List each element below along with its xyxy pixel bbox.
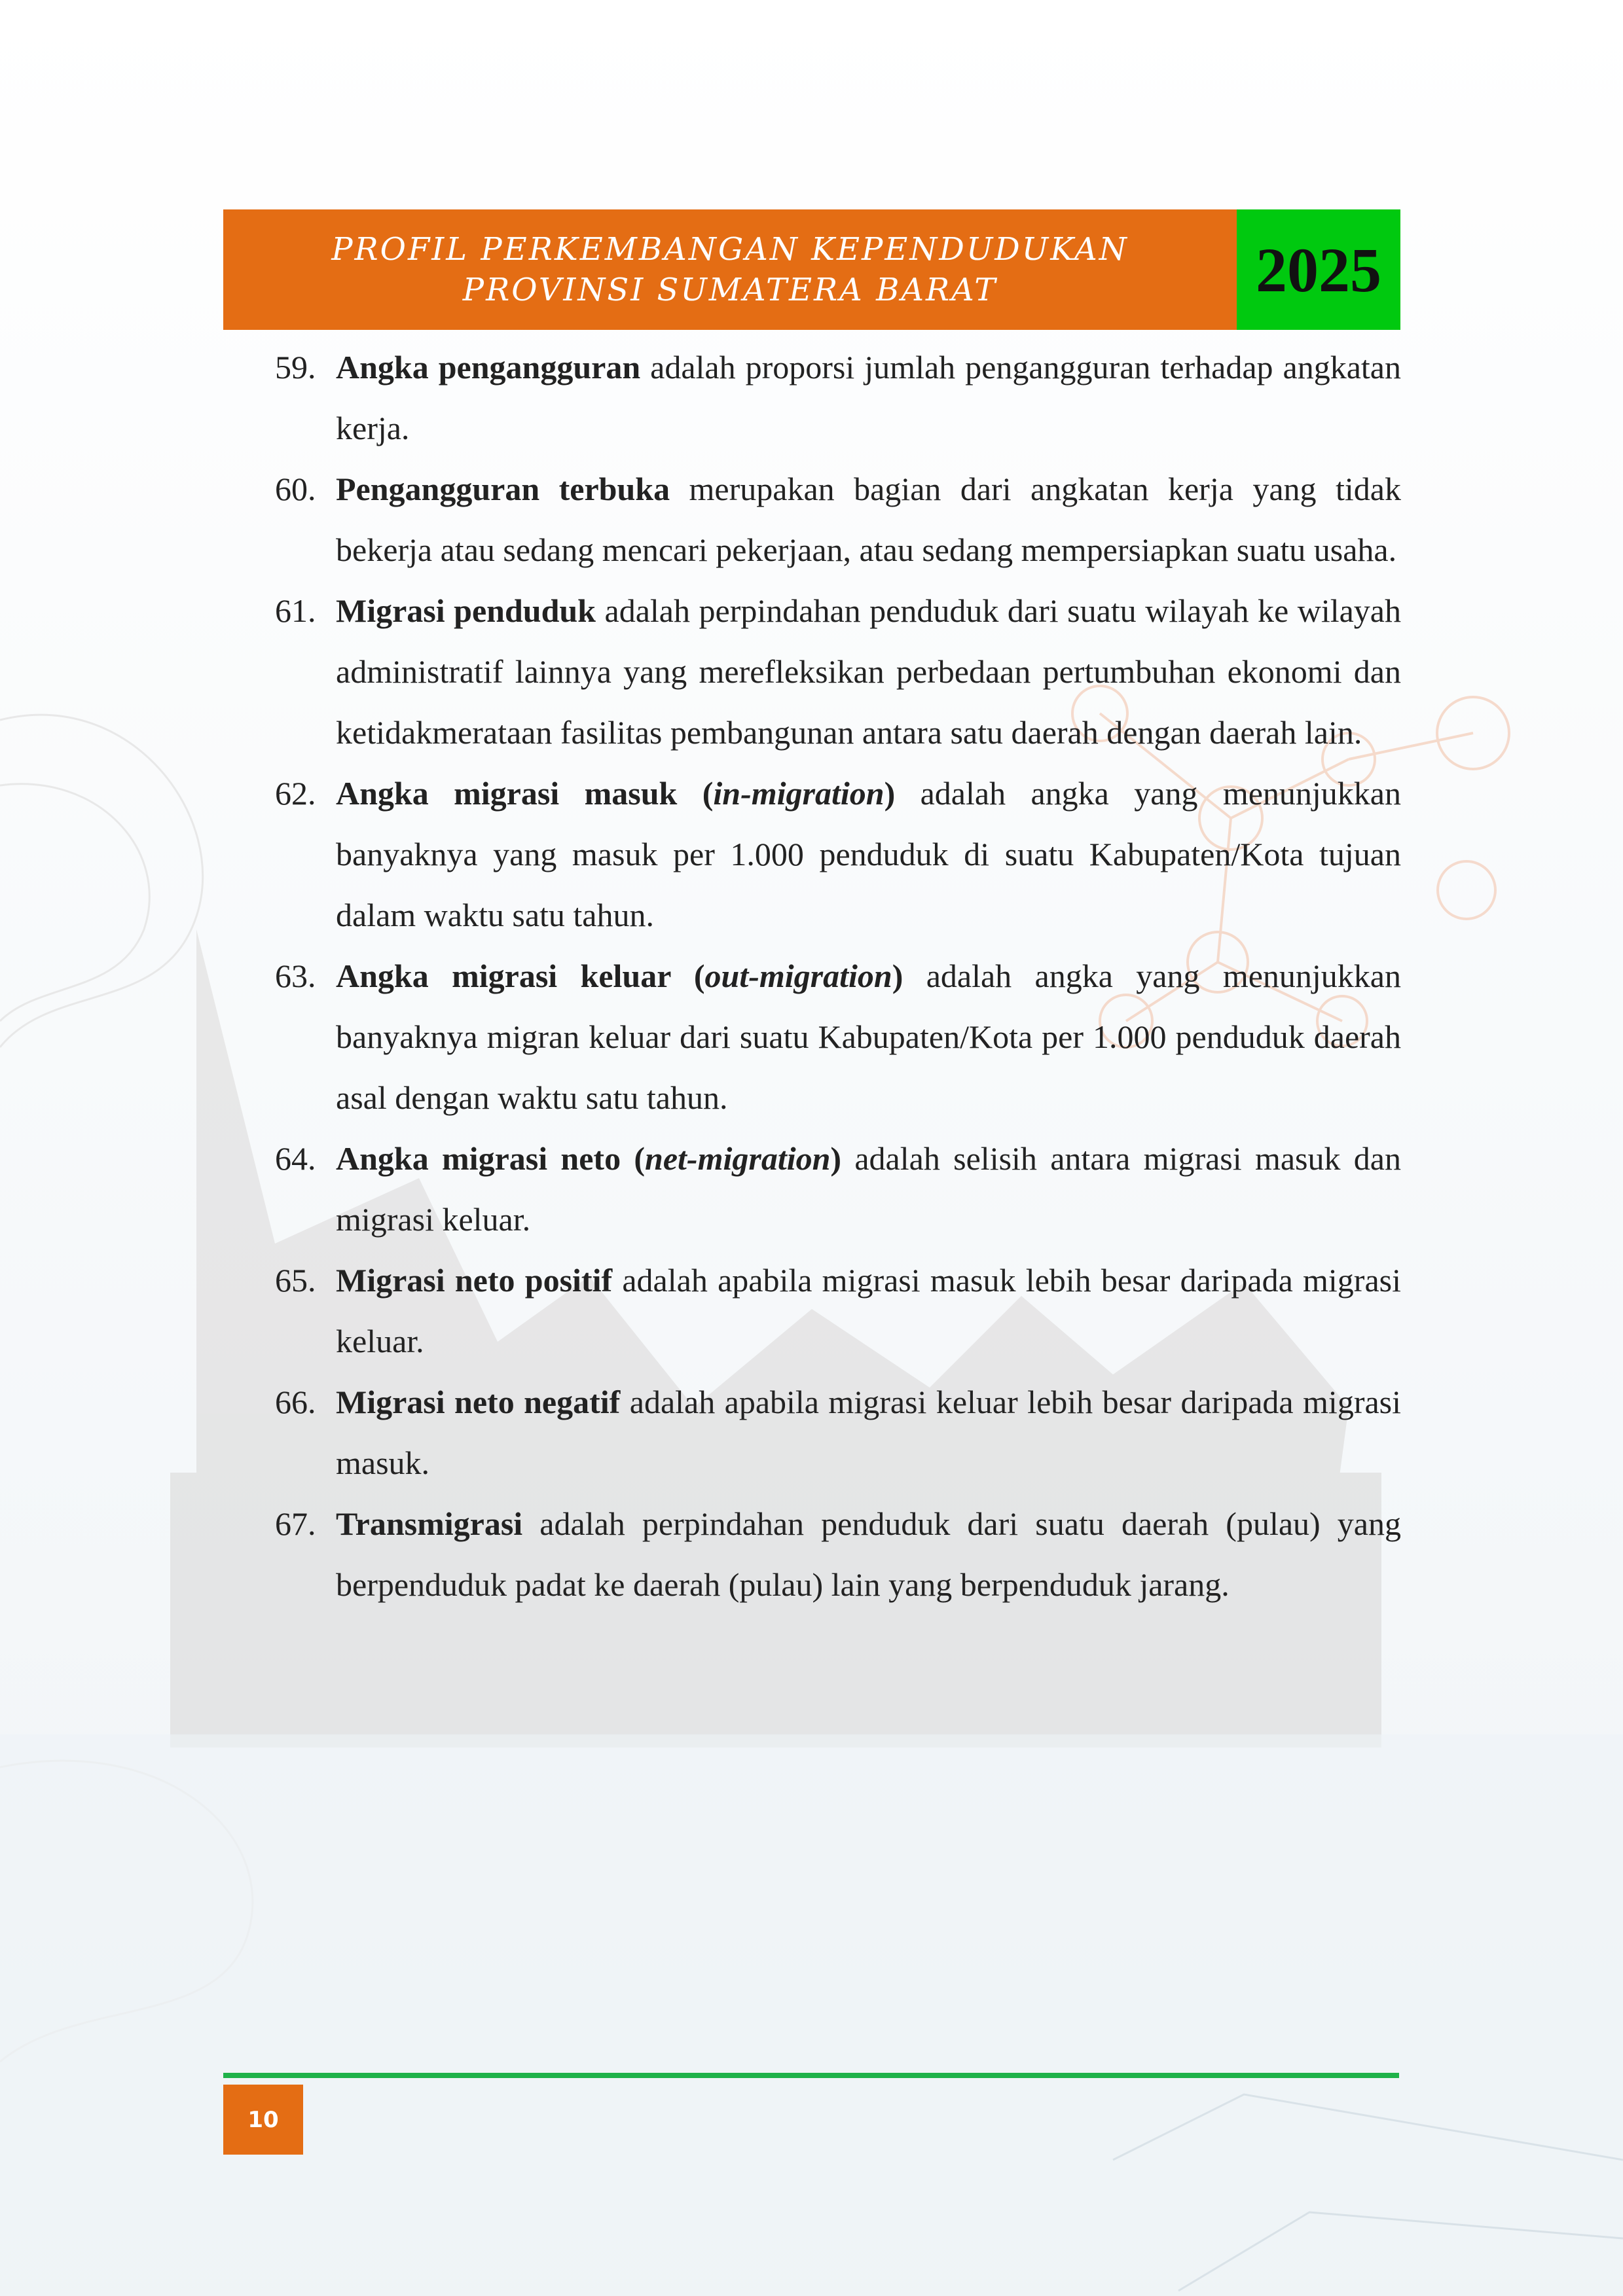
- definition-number: 66.: [275, 1384, 316, 1420]
- definition-term-text: Angka migrasi masuk (: [336, 775, 714, 812]
- footer-rule: [223, 2073, 1399, 2078]
- definition-text: adalah proporsi jumlah pengangguran terhadap angkatan kerja.: [336, 349, 1401, 446]
- definition-term: Migrasi neto negatif: [336, 1384, 621, 1420]
- definition-term-italic: out-migration: [704, 958, 892, 994]
- definition-text: adalah apabila migrasi keluar lebih besar daripada migrasi masuk.: [336, 1384, 1402, 1481]
- header-title-block: [223, 209, 1237, 330]
- definition-item: [275, 763, 1401, 946]
- definition-text: adalah apabila migrasi masuk lebih besar daripada migrasi keluar.: [336, 1262, 1401, 1359]
- definition-number: 61.: [275, 592, 316, 629]
- definition-term-close: ): [892, 958, 903, 994]
- definition-text: adalah perpindahan penduduk dari suatu daerah (pulau) yang berpenduduk padat ke daerah (pulau) lain yang berpenduduk jarang.: [336, 1505, 1401, 1603]
- definition-number: 62.: [275, 775, 316, 812]
- definition-term: Angka pengangguran: [336, 349, 641, 386]
- definition-list: [275, 337, 1401, 1615]
- definition-item: [275, 1372, 1401, 1494]
- definition-term: [336, 958, 903, 994]
- definition-term: Pengangguran terbuka: [336, 471, 670, 507]
- definition-term-text: Angka migrasi neto (: [336, 1140, 646, 1177]
- header-year: 2025: [1256, 234, 1381, 305]
- definition-term: Migrasi penduduk: [336, 592, 596, 629]
- definition-term: [336, 775, 895, 812]
- page-number: 10: [247, 2106, 279, 2133]
- definition-item: [275, 946, 1401, 1128]
- definition-text: adalah selisih antara migrasi masuk dan migrasi keluar.: [336, 1140, 1401, 1238]
- definition-term-close: ): [884, 775, 896, 812]
- definition-item: [275, 1250, 1401, 1372]
- definition-number: 59.: [275, 349, 316, 386]
- definition-text: adalah perpindahan penduduk dari suatu wilayah ke wilayah administratif lainnya yang merefleksikan perbedaan pertumbuhan ekonomi dan ketidakmerataan fasilitas pembangunan antara satu daerah dengan daerah lain.: [336, 592, 1401, 751]
- definition-term: [336, 1140, 841, 1177]
- definition-term-italic: in-migration: [713, 775, 884, 812]
- page-number-box: [223, 2085, 303, 2155]
- definition-item: [275, 581, 1401, 763]
- definition-text: adalah angka yang menunjukkan banyaknya yang masuk per 1.000 penduduk di suatu Kabupaten/Kota tujuan dalam waktu satu tahun.: [336, 775, 1402, 933]
- definition-term-close: ): [830, 1140, 842, 1177]
- header-year-block: [1237, 209, 1400, 330]
- definition-number: 67.: [275, 1505, 316, 1542]
- definition-term: Migrasi neto positif: [336, 1262, 613, 1299]
- header-title-line-1: PROFIL PERKEMBANGAN KEPENDUDUKAN: [331, 231, 1129, 268]
- definition-term-text: Angka migrasi keluar (: [336, 958, 705, 994]
- definition-term-italic: net-migration: [645, 1140, 831, 1177]
- definition-text: merupakan bagian dari angkatan kerja yang tidak bekerja atau sedang mencari pekerjaan, atau sedang mempersiapkan suatu usaha.: [336, 471, 1401, 568]
- definition-item: [275, 1494, 1401, 1615]
- definition-item: [275, 337, 1401, 459]
- definition-text: adalah angka yang menunjukkan banyaknya migran keluar dari suatu Kabupaten/Kota per 1.000 penduduk daerah asal dengan waktu satu tahun.: [336, 958, 1401, 1116]
- definition-number: 60.: [275, 471, 316, 507]
- definition-number: 64.: [275, 1140, 316, 1177]
- definition-number: 65.: [275, 1262, 316, 1299]
- header-title-line-2: PROVINSI SUMATERA BARAT: [462, 272, 998, 308]
- page-header: [223, 209, 1400, 330]
- definition-number: 63.: [275, 958, 316, 994]
- definition-item: [275, 1128, 1401, 1250]
- definition-term: Transmigrasi: [336, 1505, 523, 1542]
- definition-item: [275, 459, 1401, 581]
